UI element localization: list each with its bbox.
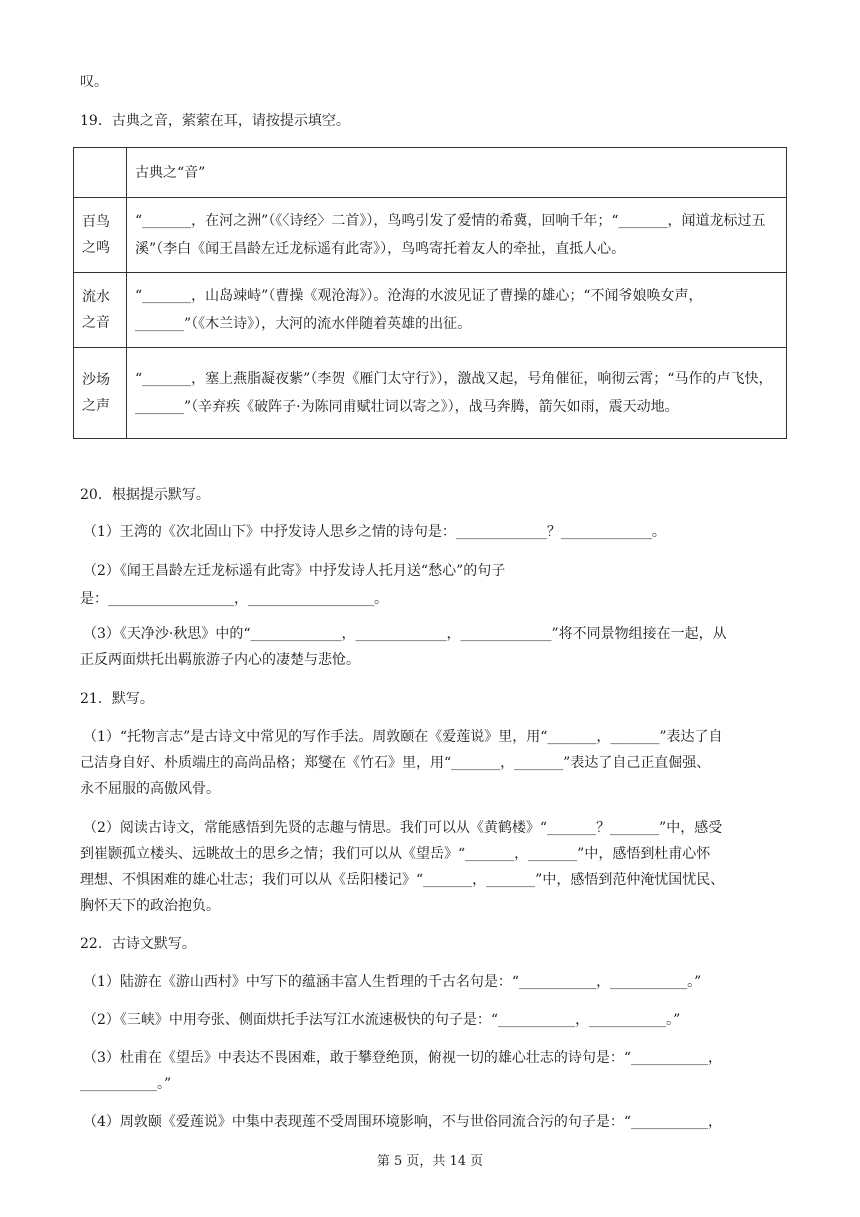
row-label [74, 348, 127, 439]
q20-title: 20．根据提示默写。 [80, 487, 210, 503]
continuation-text: 叹。 [80, 74, 108, 90]
table-header-empty-cell [74, 148, 127, 198]
q21-item-1-line-3: 永不屈服的高傲风骨。 [80, 781, 220, 797]
q19-title: 19．古典之音，萦萦在耳，请按提示填空。 [80, 113, 350, 129]
table-row [74, 273, 787, 348]
q20-item-2-line-1: （2）《闻王昌龄左迁龙标遥有此寄》中抒发诗人托月送“愁心”的句子 [83, 563, 506, 579]
q22-item-2: （2）《三峡》中用夸张、侧面烘托手法写江水流速极快的句子是：“___________，___________。” [83, 1012, 681, 1028]
q19-table [73, 147, 787, 439]
row-text: “_______，塞上燕脂凝夜紫”（李贺《雁门太守行》），激战又起，号角催征，响彻云霄；“马作的卢飞快，_______”（辛弃疾《破阵子·为陈同甫赋壮词以寄之》），战马奔腾，箭矢如雨，震天动地。 [127, 348, 787, 439]
q21-item-2-line-3: 理想、不惧困难的雄心壮志；我们可以从《岳阳楼记》“_______，_______”中，感悟到范仲淹忧国忧民、 [80, 872, 725, 888]
table-header-row [74, 148, 787, 198]
row-label-line: 流水 [82, 289, 110, 305]
row-label-line: 沙场 [82, 372, 110, 388]
row-label-line: 之音 [82, 315, 110, 331]
q21-title: 21．默写。 [80, 691, 154, 707]
q22-title: 22．古诗文默写。 [80, 936, 196, 952]
row-text: “_______，山岛竦峙”（曹操《观沧海》）。沧海的水波见证了曹操的雄心；“不闻爷娘唤女声，_______”（《木兰诗》），大河的流水伴随着英雄的出征。 [127, 273, 787, 348]
row-label-line: 之鸣 [82, 240, 110, 256]
q20-item-1: （1）王湾的《次北固山下》中抒发诗人思乡之情的诗句是：_____________？_____________。 [83, 524, 666, 540]
table-row [74, 348, 787, 439]
q21-item-2-line-2: 到崔颢孤立楼头、远眺故土的思乡之情；我们可以从《望岳》“_______，_______”中，感悟到杜甫心怀 [80, 846, 711, 862]
row-label-line: 百鸟 [82, 214, 110, 230]
q22-item-3-line-1: （3）杜甫在《望岳》中表达不畏困难，敢于攀登绝顶，俯视一切的雄心壮志的诗句是：“___________， [83, 1050, 723, 1066]
q20-item-2-line-2: 是：__________________，__________________。 [80, 591, 388, 607]
row-label [74, 198, 127, 273]
q21-item-2-line-4: 胸怀天下的政治抱负。 [80, 898, 220, 914]
row-label-line: 之声 [82, 398, 110, 414]
table-header-cell: 古典之“音” [127, 148, 787, 198]
q22-item-1: （1）陆游在《游山西村》中写下的蕴涵丰富人生哲理的千古名句是：“___________，___________。” [83, 974, 702, 990]
q20-item-3-line-2: 正反两面烘托出羁旅游子内心的凄楚与悲怆。 [80, 652, 360, 668]
q22-item-4: （4）周敦颐《爱莲说》中集中表现莲不受周围环境影响，不与世俗同流合污的句子是：“___________， [83, 1114, 723, 1130]
q20-item-3-line-1: （3）《天净沙·秋思》中的“_____________，_____________，_____________”将不同景物组接在一起，从 [83, 626, 727, 642]
q22-item-3-line-2: ___________。” [80, 1076, 172, 1092]
q21-item-2-line-1: （2）阅读古诗文，常能感悟到先贤的志趣与情思。我们可以从《黄鹤楼》“_______？_______”中，感受 [83, 820, 723, 836]
q21-item-1-line-1: （1）“托物言志”是古诗文中常见的写作手法。周敦颐在《爱莲说》里，用“_______，_______”表达了自 [83, 729, 723, 745]
row-text: “_______，在河之洲”（《〈诗经〉二首》），鸟鸣引发了爱情的希冀，回响千年；“_______，闻道龙标过五溪”（李白《闻王昌龄左迁龙标遥有此寄》），鸟鸣寄托着友人的牵扯，直抵人心。 [127, 198, 787, 273]
q21-item-1-line-2: 己洁身自好、朴质端庄的高尚品格；郑燮在《竹石》里，用“_______，_______”表达了自己正直倔强、 [80, 755, 711, 771]
page-footer: 第 5 页，共 14 页 [376, 1154, 484, 1169]
table-row [74, 198, 787, 273]
row-label [74, 273, 127, 348]
